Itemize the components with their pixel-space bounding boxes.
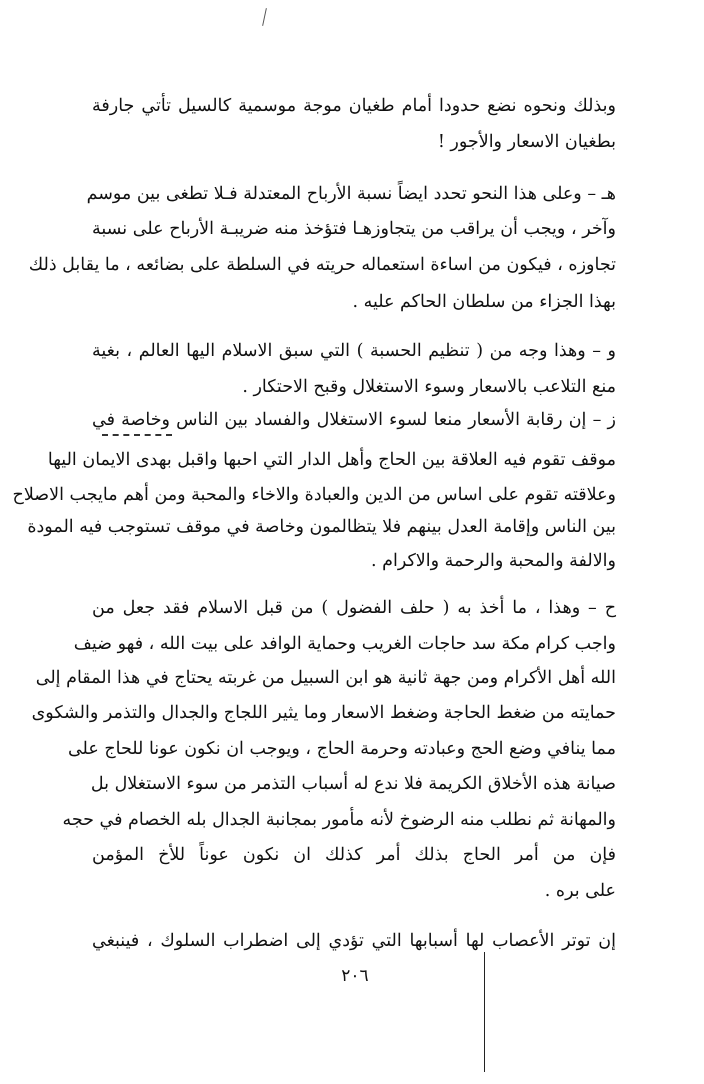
- text-line: على بره .: [544, 881, 616, 901]
- text-line: ح – وهذا ، ما أخذ به ( حلف الفضول ) من قبل الاسلام فقد جعل من: [92, 598, 616, 618]
- text-line: وبذلك ونحوه نضع حدودا أمام طغيان موجة موسمية كالسيل تأتي جارفة: [92, 96, 616, 116]
- text-line: تجاوزه ، فيكون من اساءة استعماله حريته في السلطة على بضائعه ، ما يقابل ذلك: [28, 255, 616, 275]
- text-line: والالفة والمحبة والرحمة والاكرام .: [371, 551, 616, 571]
- text-line: وآخر ، ويجب أن يراقب من يتجاوزهـا فتؤخذ منه ضريبـة الأرباح على نسبة: [92, 219, 616, 239]
- dashed-underline-mark: [102, 434, 172, 436]
- text-line: ز – إن رقابة الأسعار منعا لسوء الاستغلال والفساد بين الناس وخاصة في: [92, 410, 616, 430]
- text-line: فإن من أمر الحاج بذلك أمر كذلك ان نكون عوناً للأخ المؤمن: [92, 845, 616, 865]
- text-line: بطغيان الاسعار والأجور !: [437, 132, 616, 152]
- page-number: ٢٠٦: [341, 966, 369, 986]
- text-line: الله أهل الأكرام ومن جهة ثانية هو ابن السبيل من غربته يحتاج في هذا المقام إلى: [35, 668, 616, 688]
- text-line: صيانة هذه الأخلاق الكريمة فلا ندع له أسباب التذمر من سوء الاستغلال بل: [90, 774, 616, 794]
- margin-tick-mark: [262, 8, 267, 26]
- text-line: والمهانة ثم نطلب منه الرضوخ لأنه مأمور بمجانبة الجدال بله الخصام في حجه: [62, 810, 616, 830]
- text-line: واجب كرام مكة سد حاجات الغريب وحماية الوافد على بيت الله ، فهو ضيف: [73, 634, 616, 654]
- text-line: وعلاقته تقوم على اساس من الدين والعبادة والاخاء والمحبة ومن أهم مايجب الاصلاح: [12, 485, 616, 505]
- text-line: موقف تقوم فيه العلاقة بين الحاج وأهل الدار التي احبها واقبل بهدى الايمان اليها: [47, 450, 616, 470]
- text-line: منع التلاعب بالاسعار وسوء الاستغلال وقبح الاحتكار .: [242, 377, 616, 397]
- text-line: مما ينافي وضع الحج وعبادته وحرمة الحاج ، ويوجب ان نكون عونا للحاج على: [67, 739, 616, 759]
- text-line: و – وهذا وجه من ( تنظيم الحسبة ) التي سبق الاسلام اليها العالم ، بغية: [92, 341, 616, 361]
- text-line: إن توتر الأعصاب لها أسبابها التي تؤدي إلى اضطراب السلوك ، فينبغي: [92, 931, 616, 951]
- text-line: حمايته من ضغط الحاجة وضغط الاسعار وما يثير اللجاج والجدال والتذمر والشكوى: [31, 703, 616, 723]
- text-line: بين الناس وإقامة العدل بينهم فلا يتظالمون وخاصة في موقف تستوجب فيه المودة: [27, 517, 616, 537]
- vertical-rule: [484, 952, 485, 1072]
- text-line: هـ – وعلى هذا النحو تحدد ايضاً نسبة الأرباح المعتدلة فـلا تطغى بين موسم: [86, 184, 616, 204]
- text-line: بهذا الجزاء من سلطان الحاكم عليه .: [352, 292, 616, 312]
